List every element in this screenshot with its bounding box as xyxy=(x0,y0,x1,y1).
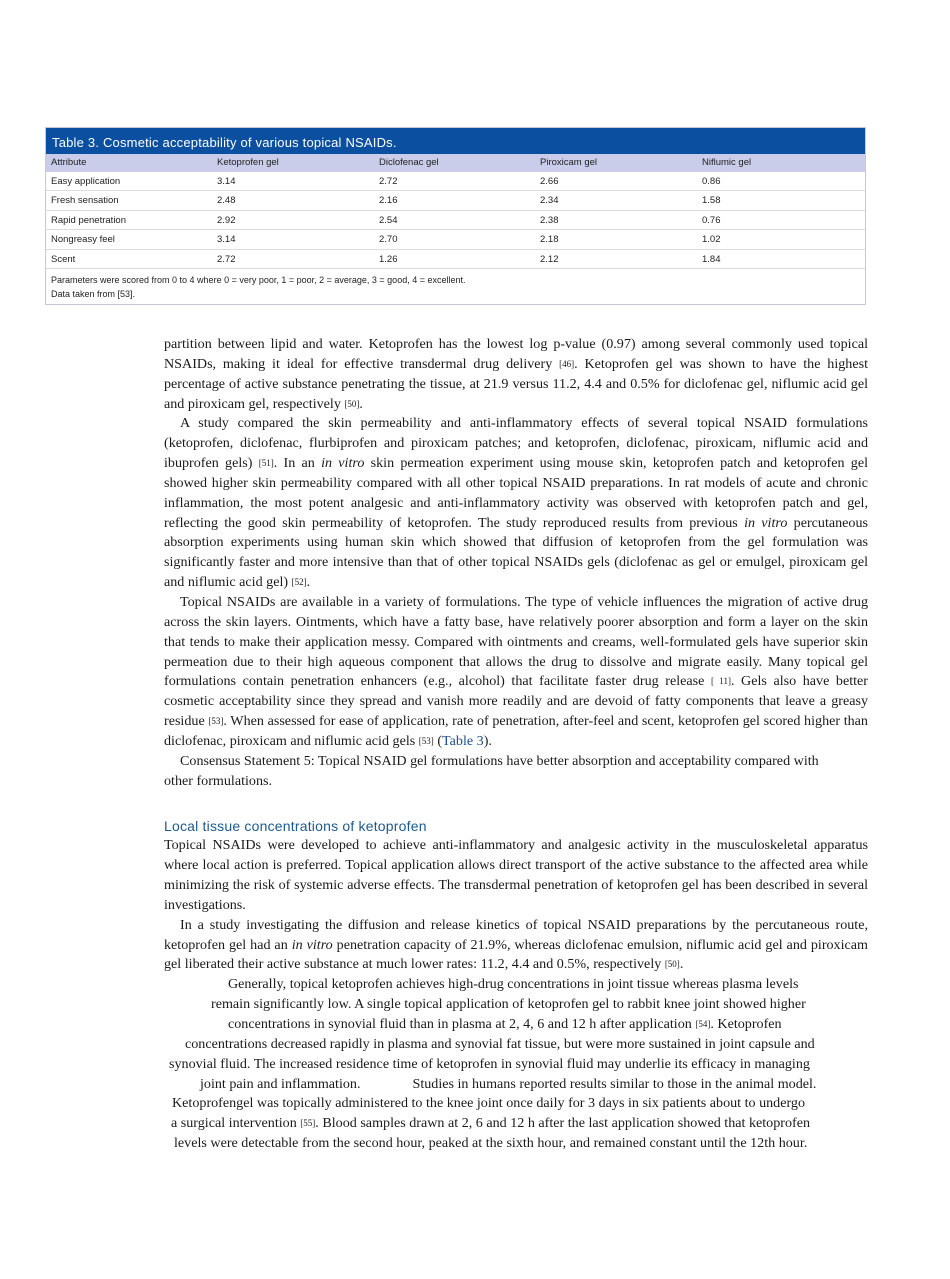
table-row xyxy=(46,172,865,191)
paragraph: Topical NSAIDs were developed to achieve anti-inflammatory and analgesic activity in the musculoskeletal apparatus where local action is preferred. Topical application allows direct transport of the active substance to the affected area while minimizing the risk of systemic adverse effects. The transdermal penetration of ketoprofen gel has been described in several investigations. xyxy=(164,837,868,913)
section-heading: Local tissue concentrations of ketoprofen xyxy=(164,818,427,835)
italic-text: in vitro xyxy=(291,936,333,953)
column-header-attribute: Attribute xyxy=(51,157,87,168)
text-run: ( xyxy=(437,732,443,749)
text-run: a surgical intervention xyxy=(171,1115,297,1132)
text-run: . xyxy=(306,574,311,591)
paragraph xyxy=(164,414,868,593)
text-run: ). xyxy=(483,732,492,749)
paragraph xyxy=(164,593,868,752)
column-header-diclofenac: Diclofenac gel xyxy=(379,157,439,168)
reference-link[interactable]: [46] xyxy=(559,358,575,369)
text-run: . In an xyxy=(273,455,315,472)
table-cell: 1.26 xyxy=(379,253,398,265)
table-cell: 2.38 xyxy=(540,214,559,226)
text-line xyxy=(164,1055,868,1075)
table-cell: 3.14 xyxy=(217,234,236,246)
text-run: In a study investigating the diffusion and release kinetics of topical NSAID preparations by the percutaneous route, ketoprofen gel had an xyxy=(164,916,868,953)
table-cell: 2.48 xyxy=(217,195,236,207)
table-cell: Rapid penetration xyxy=(51,214,126,226)
table-row xyxy=(46,250,865,269)
reference-link[interactable]: [53] xyxy=(418,735,434,746)
text-run: . Ketoprofen gel was shown to have the highest percentage of active substance penetrating the tissue, at 21.9 versus 11.2, 4.4 and 0.5% for diclofenac gel, niflumic acid gel and piroxicam gel, respectively xyxy=(164,355,868,412)
table-cell: Nongreasy feel xyxy=(51,234,115,246)
table-cell: 2.92 xyxy=(217,214,236,226)
text-run: Ketoprofengel was topically administered to the knee joint once daily for 3 days in six patients about to undergo xyxy=(172,1095,806,1112)
table-cell: 2.12 xyxy=(540,253,559,265)
table-row xyxy=(46,230,865,249)
table-cell: 2.72 xyxy=(379,176,398,187)
reference-link[interactable]: [50] xyxy=(664,959,680,970)
text-line xyxy=(164,975,868,995)
reference-link[interactable]: [ 11] xyxy=(710,676,731,687)
table-cell: 0.76 xyxy=(702,214,721,226)
reference-link[interactable]: [53] xyxy=(208,716,224,727)
text-run: synovial fluid. The increased residence time of ketoprofen in synovial fluid may underlie its efficacy in managing xyxy=(169,1055,810,1072)
italic-text: in vitro xyxy=(744,514,788,531)
text-line xyxy=(164,1094,868,1114)
paragraph xyxy=(164,916,868,976)
paragraph xyxy=(164,335,868,414)
text-line xyxy=(164,1134,868,1154)
text-run: A study compared the skin permeability and anti-inflammatory effects of several topical NSAID formulations (ketoprofen, diclofenac, flurbiprofen and piroxicam patches; and ketoprofen, diclofenac, piroxicam, niflumic acid and ibuprofen gels) xyxy=(164,415,868,472)
column-header-piroxicam: Piroxicam gel xyxy=(540,157,598,168)
text-run: concentrations in synovial fluid than in plasma at 2, 4, 6 and 12 h after application xyxy=(228,1016,692,1032)
reference-link[interactable]: [50] xyxy=(344,398,360,409)
text-line xyxy=(164,995,868,1015)
text-line xyxy=(164,1075,868,1095)
text-run: Topical NSAIDs are available in a variety of formulations. The type of vehicle influences the migration of active drug across the skin layers. Ointments, which have a fatty base, have relatively poorer absorption and form a layer on the skin that tends to make their application messy. Compared with ointments and creams, well-formulated gels have superior skin permeation due to their high aqueous component that allows the drug to dissolve and migrate easily. Many topical gel formulations contain penetration enhancers (e.g., alcohol) that facilitate faster drug release xyxy=(164,593,868,690)
text-run: skin permeation experiment using mouse skin, ketoprofen patch and ketoprofen gel showed higher skin permeability compared with all other topical NSAID preparations. In rat models of acute and chronic inflammation, the most potent analgesic and anti-inflammatory activity was observed with ketoprofen patch and gel, reflecting the good skin permeability of ketoprofen. The study reproduced results from previous xyxy=(164,455,868,531)
table-cell: 1.02 xyxy=(702,234,721,246)
text-run: levels were detectable from the second hour, peaked at the sixth hour, and remained constant until the 12th hour. xyxy=(174,1135,808,1152)
table-footnotes xyxy=(46,269,865,304)
table-cell: 2.54 xyxy=(379,214,398,226)
reference-link[interactable]: [54] xyxy=(695,1019,711,1029)
italic-text: in vitro xyxy=(321,455,365,472)
table-cell: 2.34 xyxy=(540,195,559,207)
table-cell: Scent xyxy=(51,253,76,265)
table-cell: 0.86 xyxy=(702,176,721,187)
text-run: . xyxy=(359,395,363,412)
table-footnote: Data taken from [53]. xyxy=(51,288,136,299)
reference-link[interactable]: [52] xyxy=(291,577,307,588)
table-cell: 2.18 xyxy=(540,234,559,246)
text-run: remain significantly low. A single topical application of ketoprofen gel to rabbit knee joint showed higher xyxy=(211,996,806,1013)
table-3-link[interactable]: Table 3 xyxy=(442,732,484,749)
table-3 xyxy=(45,127,866,305)
table-cell: 2.70 xyxy=(379,234,398,246)
text-run: . Blood samples drawn at 2, 6 and 12 h after the last application showed that ketoprofen xyxy=(315,1115,811,1132)
table-cell: 2.16 xyxy=(379,195,398,207)
text-run: joint pain and inflammation. xyxy=(200,1075,361,1092)
table-footnote: Parameters were scored from 0 to 4 where 0 = very poor, 1 = poor, 2 = average, 3 = good, 4 = excellent. xyxy=(51,274,466,285)
table-header-row xyxy=(46,154,865,172)
text-run: concentrations decreased rapidly in plasma and synovial fat tissue, but were more sustained in joint capsule and xyxy=(185,1035,815,1052)
text-line xyxy=(164,1114,868,1134)
reference-link[interactable]: [55] xyxy=(300,1118,316,1129)
text-line xyxy=(164,1035,868,1055)
reference-link[interactable]: [51] xyxy=(258,458,274,469)
text-run: penetration capacity of 21.9%, whereas diclofenac emulsion, niflumic acid gel and piroxicam gel liberated their active substance at much lower rates: 11.2, 4.4 and 0.5%, respectively xyxy=(164,936,868,973)
column-header-niflumic: Niflumic gel xyxy=(702,157,752,168)
consensus-statement: Consensus Statement 5: Topical NSAID gel formulations have better absorption and acceptability compared with other formulations. xyxy=(164,752,819,789)
table-cell: 2.72 xyxy=(217,253,236,265)
centered-paragraph xyxy=(164,975,868,1154)
table-title: Table 3. Cosmetic acceptability of various topical NSAIDs. xyxy=(46,128,865,154)
text-line xyxy=(164,1015,868,1035)
table-row xyxy=(46,211,865,230)
text-run: partition between lipid and water. Ketoprofen has the lowest log p-value (0.97) among several commonly used topical NSAIDs, making it ideal for effective transdermal drug delivery xyxy=(164,336,868,372)
text-run: percutaneous absorption experiments using human skin which showed that diffusion of ketoprofen from the gel formulation was significantly faster and more intensive than that of other topical NSAIDs gels (diclofenac as gel or emulgel, piroxicam gel and niflumic acid gel) xyxy=(164,514,868,591)
table-cell: 1.58 xyxy=(702,195,721,207)
text-run: Generally, topical ketoprofen achieves high-drug concentrations in joint tissue whereas plasma levels xyxy=(228,976,799,993)
table-cell: 1.84 xyxy=(702,253,721,265)
text-run: . Ketoprofen xyxy=(710,1016,782,1032)
table-cell: 2.66 xyxy=(540,176,559,187)
table-cell: Fresh sensation xyxy=(51,195,119,207)
table-cell: Easy application xyxy=(51,176,121,187)
table-cell: 3.14 xyxy=(217,176,236,187)
article-body xyxy=(164,335,868,1154)
column-header-ketoprofen: Ketoprofen gel xyxy=(217,157,279,168)
text-run: Studies in humans reported results similar to those in the animal model. xyxy=(412,1075,817,1092)
text-run: . Gels also have better cosmetic acceptability since they spread and vanish more readily and are devoid of fatty components that leave a greasy residue xyxy=(164,673,868,730)
text-run: . When assessed for ease of application, rate of penetration, after-feel and scent, ketoprofen gel scored higher than diclofenac, piroxicam and niflumic acid gels xyxy=(164,713,868,749)
text-run: . xyxy=(679,956,684,973)
table-row xyxy=(46,191,865,210)
